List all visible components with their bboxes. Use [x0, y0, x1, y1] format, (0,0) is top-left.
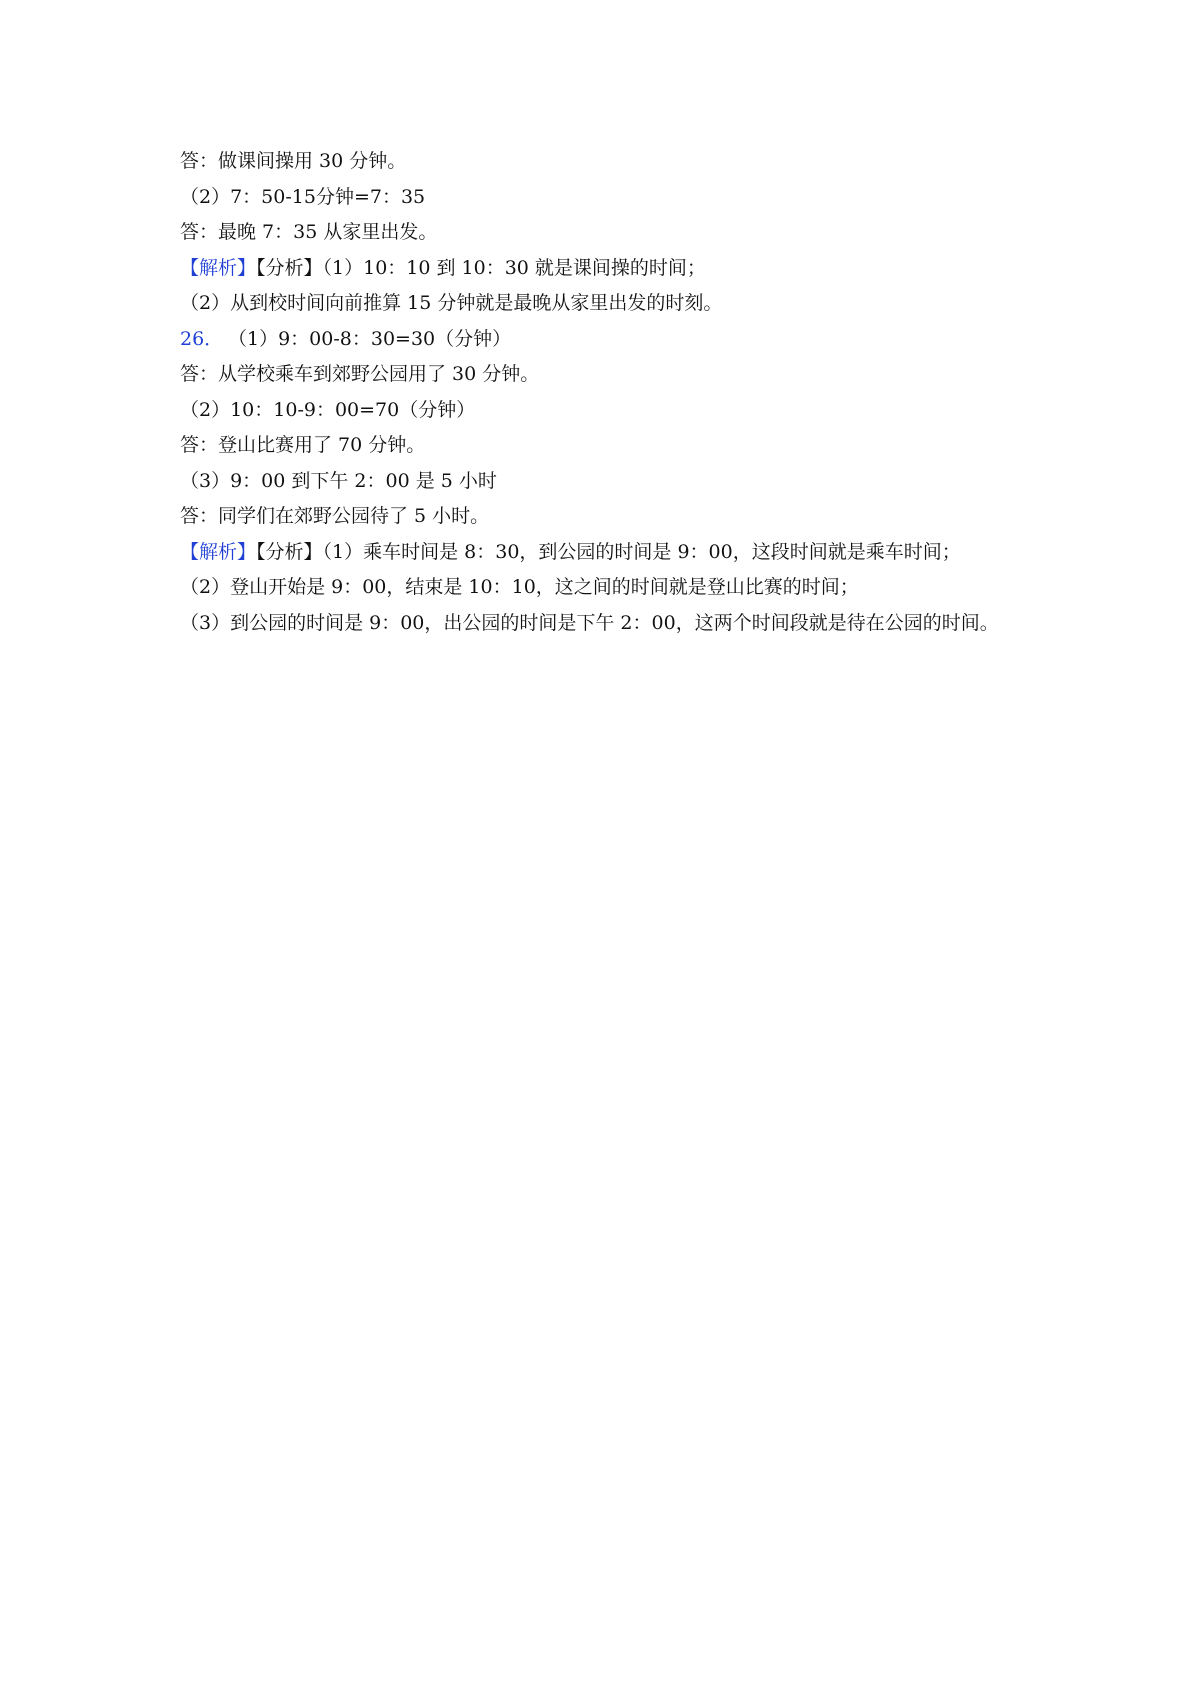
analysis-text: 【分析】（1）10：10 到 10：30 就是课间操的时间； — [256, 256, 706, 279]
answer-text: 答：从学校乘车到郊野公园用了 30 分钟。 — [180, 363, 540, 385]
answer-text: 答：同学们在郊野公园待了 5 小时。 — [180, 505, 490, 527]
question-number: 26． — [180, 327, 224, 350]
answer-line — [180, 357, 1020, 393]
calculation-text: （2）10：10-9：00=70（分钟） — [180, 398, 476, 421]
analysis-text: （2）从到校时间向前推算 15 分钟就是最晚从家里出发的时刻。 — [180, 292, 723, 314]
answer-text: 答：登山比赛用了 70 分钟。 — [180, 434, 426, 456]
calculation-text: （1）9：00-8：30=30（分钟） — [228, 327, 512, 350]
analysis-text: （2）登山开始是 9：00，结束是 10：10，这之间的时间就是登山比赛的时间； — [180, 576, 859, 598]
answer-line — [180, 144, 1020, 180]
answer-line — [180, 428, 1020, 464]
answer-line — [180, 499, 1020, 535]
analysis-text: （3）到公园的时间是 9：00，出公园的时间是下午 2：00，这两个时间段就是待在公园的时间。 — [180, 611, 999, 634]
analysis-tag: 【解析】 — [180, 540, 257, 563]
analysis-line — [180, 251, 1020, 287]
analysis-line — [180, 535, 1020, 571]
calculation-line — [180, 393, 1020, 429]
analysis-text: 【分析】（1）乘车时间是 8：30，到公园的时间是 9：00，这段时间就是乘车时间； — [256, 540, 961, 563]
calculation-text: （2）7：50-15分钟=7：35 — [180, 185, 426, 208]
calculation-line — [180, 180, 1020, 216]
analysis-line — [180, 606, 1020, 642]
answer-content — [180, 144, 1020, 641]
calculation-line — [180, 464, 1020, 500]
analysis-line — [180, 570, 1020, 606]
analysis-tag: 【解析】 — [180, 256, 257, 279]
answer-text: 答：最晚 7：35 从家里出发。 — [180, 221, 438, 243]
calculation-text: （3）9：00 到下午 2：00 是 5 小时 — [180, 469, 497, 492]
answer-text: 答：做课间操用 30 分钟。 — [180, 150, 407, 172]
answer-line — [180, 215, 1020, 251]
question-line — [180, 322, 1020, 358]
analysis-line — [180, 286, 1020, 322]
